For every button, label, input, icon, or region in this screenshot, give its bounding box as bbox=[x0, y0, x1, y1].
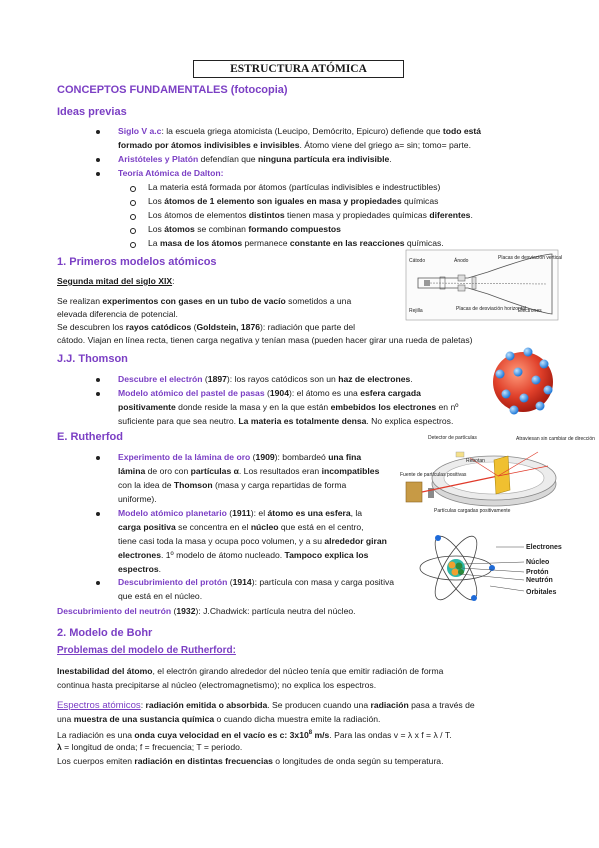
rutherford-bullet-3-line-1: Descubrimiento del protón (1914): partícula con masa y carga positiva bbox=[118, 577, 395, 587]
section-heading-primeros-modelos: 1. Primeros modelos atómicos bbox=[57, 256, 217, 268]
atom-label-nucleo: Núcleo bbox=[526, 559, 550, 566]
rutherford-bullet-2-line-4: electrones. 1º modelo de átomo nucleado. Tampoco explica los bbox=[118, 550, 369, 560]
rutherford-problems-subheading: Problemas del modelo de Rutherford: bbox=[57, 645, 236, 656]
atom-model-diagram bbox=[416, 528, 576, 608]
section-heading-bohr: 2. Modelo de Bohr bbox=[57, 627, 153, 639]
dalton-item-4: Los átomos se combinan formando compuestos bbox=[148, 224, 341, 234]
rutherford-bullet-1-line-4: uniforme). bbox=[118, 494, 157, 504]
atom-label-electrones: Electrones bbox=[526, 544, 562, 551]
thomson-bullet-2-line-1: Modelo atómico del pastel de pasas (1904): el átomo es una esfera cargada bbox=[118, 388, 421, 398]
bohr-line-3: Espectros atómicos: radiación emitida o absorbida. Se producen cuando una radiación pasa a través de bbox=[57, 700, 475, 711]
rutherford-bullet-2-line-3: tiene casi toda la masa y ocupa poco volumen, y a su alrededor giran bbox=[118, 536, 387, 546]
circle-bullet bbox=[130, 200, 136, 206]
ideas-bullet-2: Aristóteles y Platón defendían que ninguna partícula era indivisible. bbox=[118, 154, 392, 164]
circle-bullet bbox=[130, 186, 136, 192]
primeros-line-1: Se realizan experimentos con gases en un tubo de vacío sometidos a una bbox=[57, 296, 352, 306]
primeros-line-4: cátodo. Viajan en línea recta, tienen carga negativa y tenían masa (pueden hacer girar una rueda de paletas) bbox=[57, 335, 473, 345]
document-title: ESTRUCTURA ATÓMICA bbox=[193, 60, 404, 78]
gold-label-haz: Partículas cargadas positivamente bbox=[434, 508, 511, 514]
neutron-discovery-line: Descubrimiento del neutrón (1932): J.Chadwick: partícula neutra del núcleo. bbox=[57, 606, 356, 616]
bohr-line-2: continua hasta precipitarse al núcleo (electromagnetismo); no explica los espectros. bbox=[57, 680, 377, 690]
siglo-xix-subheading: Segunda mitad del siglo XIX: bbox=[57, 276, 175, 286]
rutherford-bullet-2-line-1: Modelo atómico planetario (1911): el átomo es una esfera, la bbox=[118, 508, 363, 518]
rutherford-bullet-1-line-2: lámina de oro con partículas α. Los resultados eran incompatibles bbox=[118, 466, 380, 476]
bullet-dot bbox=[96, 512, 100, 516]
bullet-dot bbox=[96, 581, 100, 585]
section-heading-conceptos: CONCEPTOS FUNDAMENTALES (fotocopia) bbox=[57, 84, 288, 96]
gold-foil-experiment-diagram bbox=[398, 432, 595, 518]
gold-label-fuente: Fuente de partículas positivas bbox=[400, 472, 467, 478]
dalton-item-2: Los átomos de 1 elemento son iguales en masa y propiedades químicas bbox=[148, 196, 439, 206]
rutherford-bullet-2-line-2: carga positiva se concentra en el núcleo que está en el centro, bbox=[118, 522, 364, 532]
primeros-line-3: Se descubren los rayos catódicos (Goldstein, 1876): radiación que parte del bbox=[57, 322, 356, 332]
tube-label-catodo: Cátodo bbox=[409, 258, 426, 264]
rutherford-bullet-1-line-1: Experimento de la lámina de oro (1909): bombardeó una fina bbox=[118, 452, 362, 462]
bullet-dot bbox=[96, 456, 100, 460]
circle-bullet bbox=[130, 242, 136, 248]
ideas-bullet-1-line-2: formado por átomos indivisibles e invisibles. Átomo viene del griego a= sin; tomo= parte. bbox=[118, 140, 471, 150]
ideas-bullet-3: Teoría Atómica de Dalton: bbox=[118, 168, 224, 178]
atom-label-proton: Protón bbox=[526, 569, 549, 576]
gold-label-atraviesan: Atraviesan sin cambiar de dirección bbox=[516, 436, 595, 442]
thomson-bullet-2-line-2: positivamente donde reside la masa y en la que están embebidos los electrones en nº bbox=[118, 402, 459, 412]
bohr-line-6: λ = longitud de onda; f = frecuencia; T = periodo. bbox=[57, 742, 243, 752]
bullet-dot bbox=[96, 172, 100, 176]
atom-label-orbitales: Orbitales bbox=[526, 589, 557, 596]
cathode-ray-tube-diagram bbox=[406, 250, 563, 320]
tube-label-rejilla: Rejilla bbox=[409, 308, 423, 314]
tube-label-placas-v: Placas de desviación vertical bbox=[498, 255, 563, 261]
dalton-item-3: Los átomos de elementos distintos tienen masa y propiedades químicas diferentes. bbox=[148, 210, 473, 220]
tube-label-placas-h: Placas de desviación horizontal bbox=[456, 306, 527, 312]
ideas-bullet-1-line-1: Siglo V a.c: la escuela griega atomicista (Leucipo, Demócrito, Epicuro) defiende que todo está bbox=[118, 126, 482, 136]
section-heading-thomson: J.J. Thomson bbox=[57, 353, 128, 365]
tube-label-anodo: Ánodo bbox=[454, 258, 469, 264]
bohr-line-7: Los cuerpos emiten radiación en distintas frecuencias o longitudes de onda según su temperatura. bbox=[57, 756, 444, 766]
gold-label-detector: Detector de partículas bbox=[428, 435, 477, 441]
rutherford-bullet-2-line-5: espectros. bbox=[118, 564, 161, 574]
thomson-bullet-2-line-3: suficiente para que sea neutro. La materia es totalmente densa. No explica espectros. bbox=[118, 416, 454, 426]
circle-bullet bbox=[130, 214, 136, 220]
dalton-item-1: La materia está formada por átomos (partículas indivisibles e indestructibles) bbox=[148, 182, 441, 192]
thomson-bullet-1: Descubre el electrón (1897): los rayos catódicos son un haz de electrones. bbox=[118, 374, 413, 384]
circle-bullet bbox=[130, 228, 136, 234]
bohr-line-1: Inestabilidad del átomo, el electrón girando alrededor del núcleo tenía que emitir radiación de forma bbox=[57, 666, 444, 676]
rutherford-bullet-3-line-2: que está en el núcleo. bbox=[118, 591, 203, 601]
gold-label-rebotan: Rebotan bbox=[466, 458, 485, 464]
tube-label-electrones: Electrones bbox=[518, 308, 542, 314]
bullet-dot bbox=[96, 158, 100, 162]
section-heading-rutherford: E. Rutherfod bbox=[57, 431, 123, 443]
atom-label-neutron: Neutrón bbox=[526, 577, 553, 584]
ideas-previas-heading: Ideas previas bbox=[57, 106, 127, 118]
bullet-dot bbox=[96, 130, 100, 134]
primeros-line-2: elevada diferencia de potencial. bbox=[57, 309, 178, 319]
rutherford-bullet-1-line-3: con la idea de Thomson (masa y carga repartidas de forma bbox=[118, 480, 347, 490]
dalton-item-5: La masa de los átomos permanece constante en las reacciones químicas. bbox=[148, 238, 444, 248]
bullet-dot bbox=[96, 392, 100, 396]
bullet-dot bbox=[96, 378, 100, 382]
plum-pudding-model-image bbox=[488, 342, 558, 422]
bohr-line-4: una muestra de una sustancia química o cuando dicha muestra emite la radiación. bbox=[57, 714, 381, 724]
bohr-line-5: La radiación es una onda cuya velocidad en el vacío es c: $3x10^8$ m/s. Para las ondas v = λ x f = λ / T. bbox=[57, 729, 452, 740]
